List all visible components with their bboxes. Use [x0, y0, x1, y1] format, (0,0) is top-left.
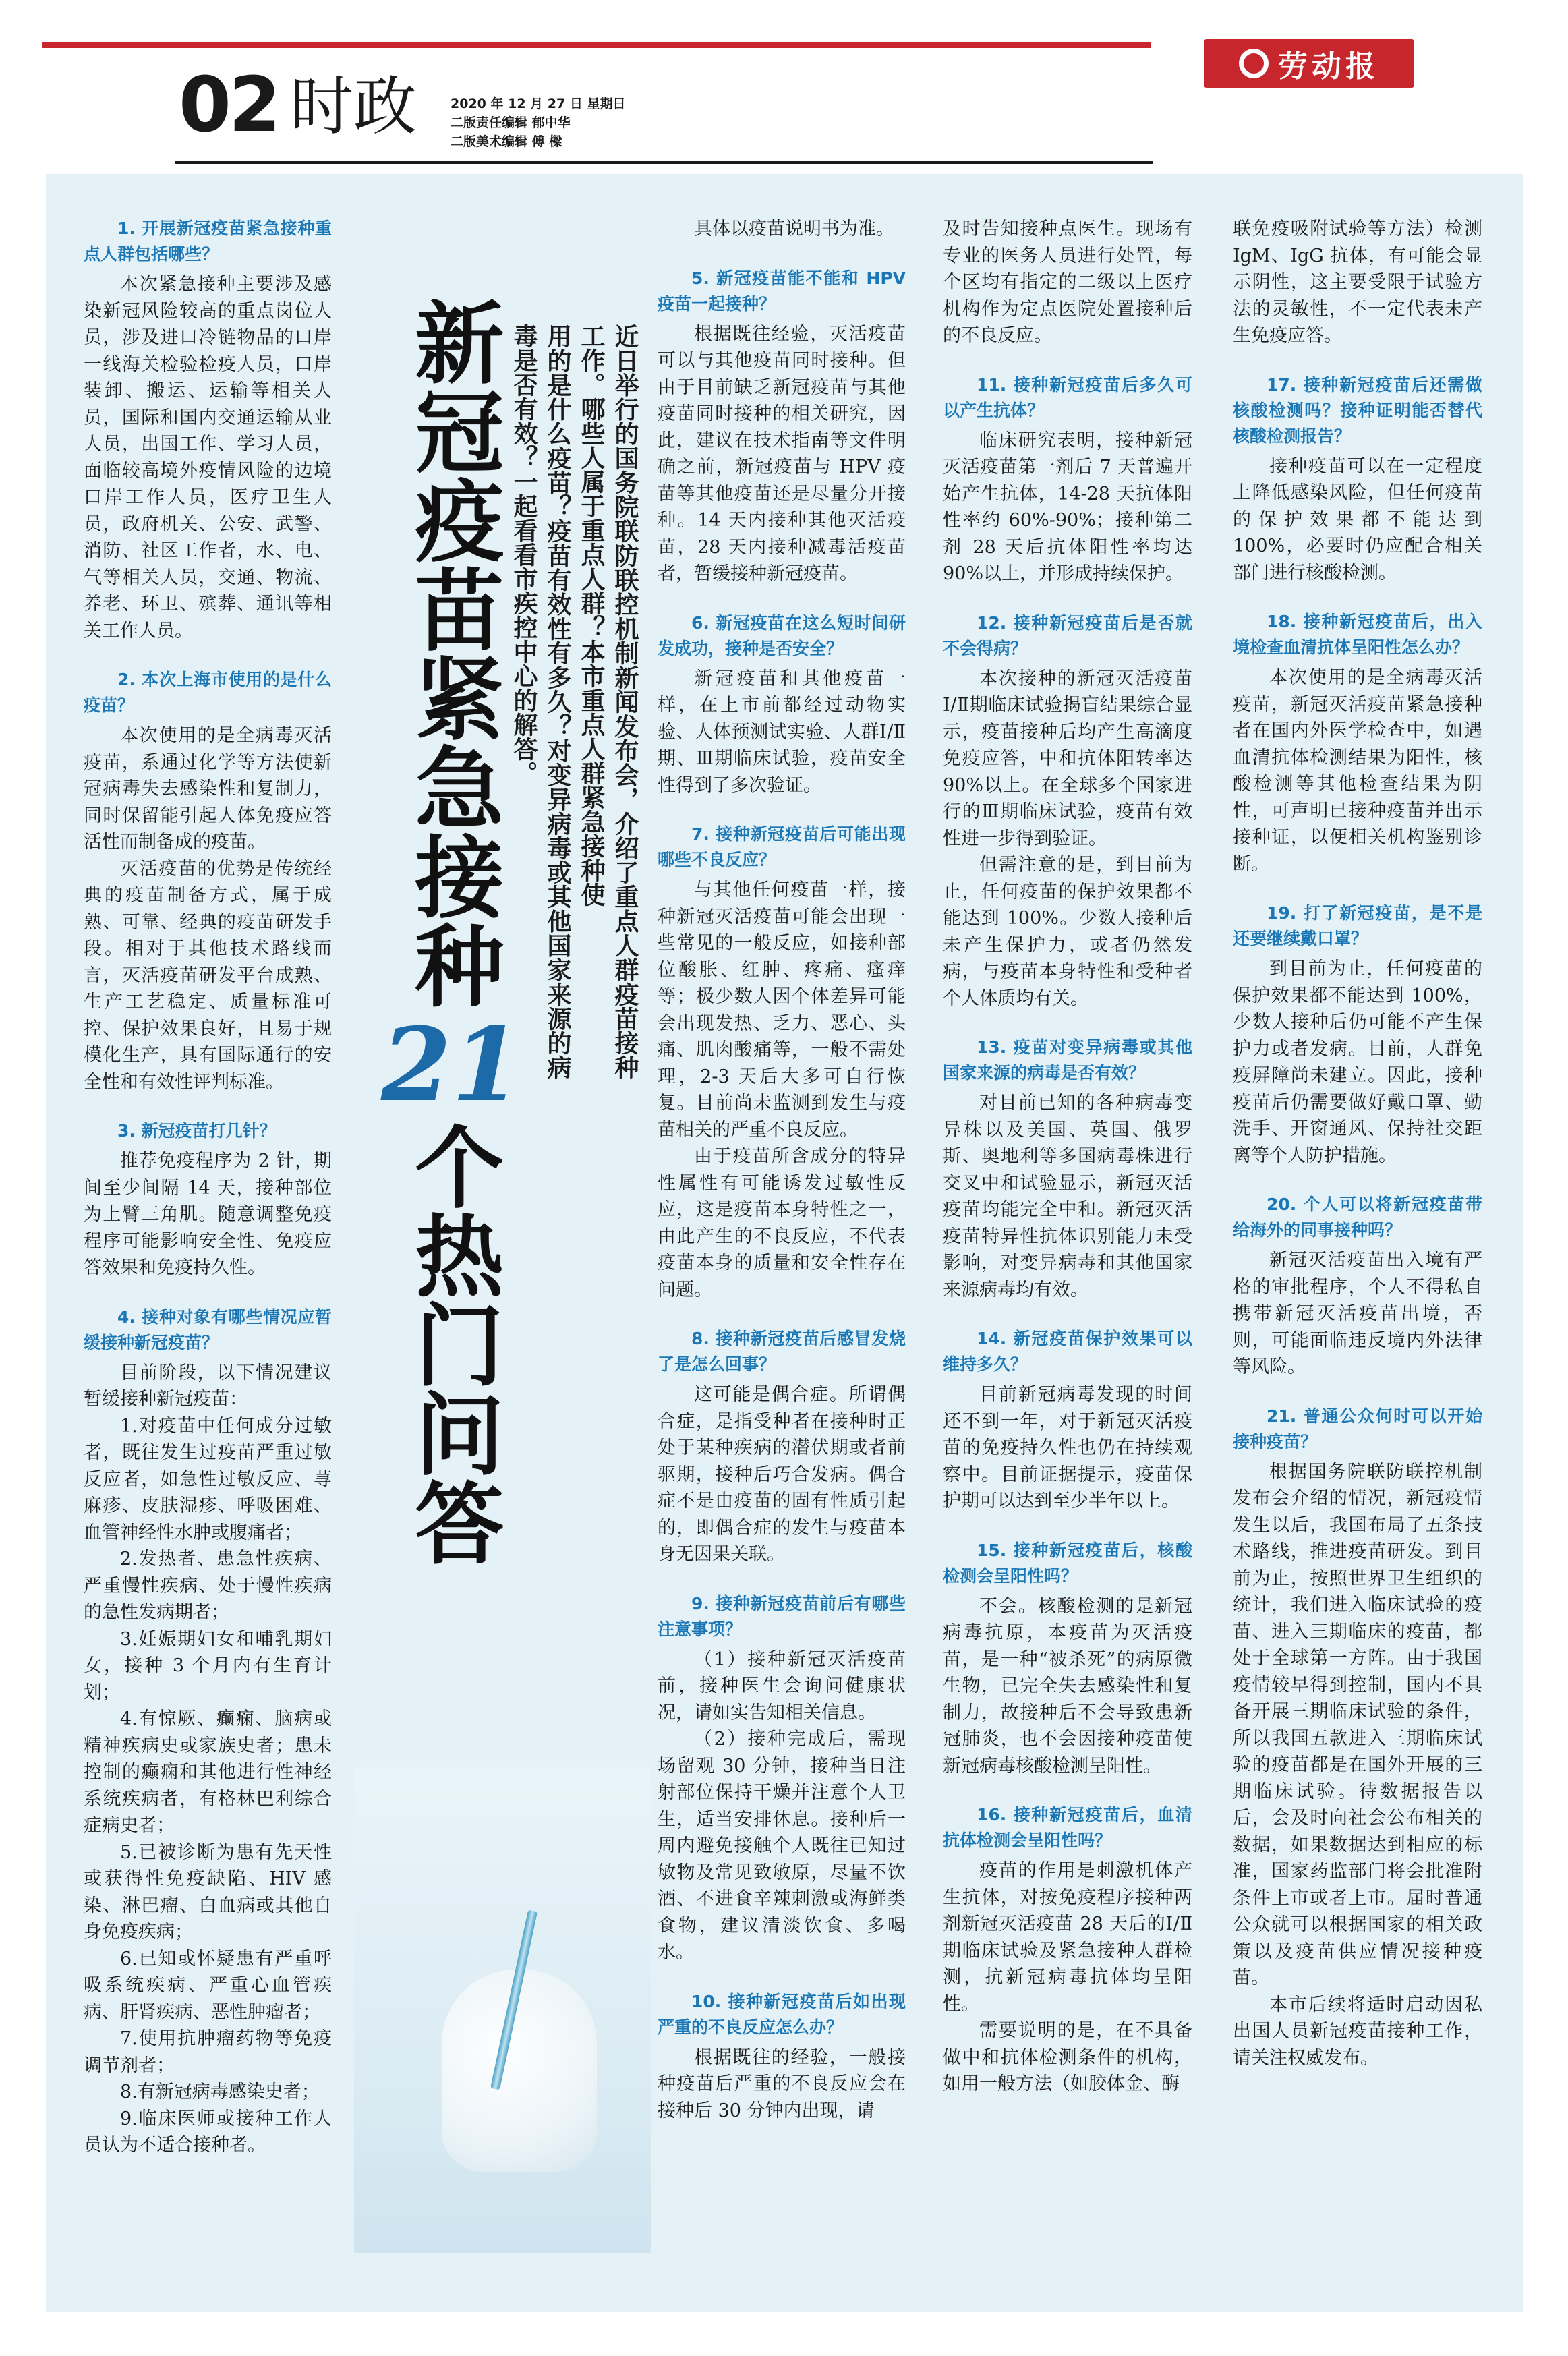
answer-paragraph: 但需注意的是，到目前为止，任何疫苗的保护效果都不能达到 100%。少数人接种后未产生保护力，或者仍然发病，与疫苗本身特性和受种者个人体质均有关。 — [943, 855, 1192, 1009]
question-heading: 16. 接种新冠疫苗后，血清抗体检测会呈阳性吗？ — [943, 1805, 1192, 1850]
answer-paragraph: 推荐免疫程序为 2 针，期间至少间隔 14 天，接种部位为上臂三角肌。随意调整免疫程序可能影响安全性、免疫应答效果和免疫持久性。 — [84, 1151, 332, 1278]
responsible-editor: 二版责任编辑 郁中华 — [451, 115, 571, 130]
answer-paragraph: 疫苗的作用是刺激机体产生抗体，对按免疫程序接种两剂新冠灭活疫苗 28 天后的Ⅰ/Ⅱ期临床试验及紧急接种人群检测，抗新冠病毒抗体均呈阳性。 — [943, 1860, 1192, 2015]
question-heading: 2. 本次上海市使用的是什么疫苗？ — [84, 670, 332, 715]
answer-paragraph: 及时告知接种点医生。现场有专业的医务人员进行处置，每个区均有指定的二级以上医疗机构作为定点医院处置接种后的不良反应。 — [943, 219, 1192, 346]
answer-paragraph: 本市后续将适时启动因私出国人员新冠疫苗接种工作，请关注权威发布。 — [1233, 1994, 1482, 2069]
answer-paragraph: （2）接种完成后，需现场留观 30 分钟，接种当日注射部位保持干燥并注意个人卫生，适当安排休息。接种后一周内避免接触个人既往已知过敏物及常见致敏原，尽量不饮酒、不进食辛辣刺激或海鲜类食物，建议清淡饮食、多喝水。 — [658, 1729, 906, 1963]
column-4 — [1233, 216, 1482, 2071]
question-heading: 10. 接种新冠疫苗后如出现严重的不良反应怎么办？ — [658, 1991, 906, 2037]
page-number: 02 — [179, 61, 279, 149]
vaccine-photo — [354, 1767, 651, 2253]
list-item: 4.有惊厥、癫痫、脑病或精神疾病史或家族史者；患未控制的癫痫和其他进行性神经系统疾病者，有格林巴利综合症病史者； — [84, 1708, 332, 1836]
question-heading: 13. 疫苗对变异病毒或其他国家来源的病毒是否有效？ — [943, 1037, 1192, 1083]
newspaper-logo — [1204, 39, 1414, 88]
answer-paragraph: 需要说明的是，在不具备做中和抗体检测条件的机构，如用一般方法（如胶体金、酶 — [943, 2020, 1192, 2094]
question-heading: 4. 接种对象有哪些情况应暂缓接种新冠疫苗？ — [84, 1306, 332, 1352]
question-heading: 17. 接种新冠疫苗后还需做核酸检测吗？接种证明能否替代核酸检测报告？ — [1233, 374, 1482, 446]
answer-paragraph: 目前阶段，以下情况建议暂缓接种新冠疫苗： — [84, 1362, 332, 1410]
top-rule — [42, 42, 1151, 48]
question-heading: 18. 接种新冠疫苗后，出入境检查血清抗体呈阳性怎么办？ — [1233, 612, 1482, 657]
list-item: 2.发热者、患急性疾病、严重慢性疾病、处于慢性疾病的急性发病期者； — [84, 1549, 332, 1623]
answer-paragraph: 根据既往的经验，一般接种疫苗后严重的不良反应会在接种后 30 分钟内出现，请 — [658, 2046, 906, 2121]
question-heading: 11. 接种新冠疫苗后多久可以产生抗体？ — [943, 374, 1192, 420]
edition-meta — [451, 94, 625, 151]
answer-paragraph: （1）接种新冠灭活疫苗前，接种医生会询问健康状况，请如实告知相关信息。 — [658, 1648, 906, 1723]
list-item: 3.妊娠期妇女和哺乳期妇女，接种 3 个月内有生育计划； — [84, 1628, 332, 1703]
deck-line: 近日举行的国务院联防联控机制新闻发布会，介绍了重点人群疫苗接种工作。哪些人属于重点人群？本市重点人群紧急接种使 — [577, 324, 639, 1079]
answer-paragraph: 联免疫吸附试验等方法）检测 IgM、IgG 抗体，有可能会显示阴性，这主要受限于试验方法的灵敏性，不一定代表未产生免疫应答。 — [1233, 219, 1482, 346]
answer-paragraph: 临床研究表明，接种新冠灭活疫苗第一剂后 7 天普遍开始产生抗体，14-28 天抗体阳性率约 60%-90%；接种第二剂 28 天后抗体阳性率均达 90%以上，并形成持续保护。 — [943, 430, 1192, 584]
answer-paragraph: 到目前为止，任何疫苗的保护效果都不能达到 100%，少数人接种后仍可能不产生保护力或者发病。目前，人群免疫屏障尚未建立。因此，接种疫苗后仍需要做好戴口罩、勤洗手、开窗通风、保持社交距离等个人防护措施。 — [1233, 958, 1482, 1166]
answer-paragraph: 不会。核酸检测的是新冠病毒抗原，本疫苗为灭活疫苗，是一种“被杀死”的病原微生物，已完全失去感染性和复制力，故接种后不会导致患新冠肺炎，也不会因接种疫苗使新冠病毒核酸检测呈阳性。 — [943, 1595, 1192, 1777]
column-1 — [84, 216, 332, 2159]
question-heading: 5. 新冠疫苗能不能和 HPV 疫苗一起接种？ — [658, 268, 906, 314]
question-heading: 7. 接种新冠疫苗后可能出现哪些不良反应？ — [658, 824, 906, 869]
header-rule — [175, 161, 1153, 164]
deck-line: 用的是什么疫苗？疫苗有效性有多久？对变异病毒或其他国家来源的病毒是否有效？一起看看市疾控中心的解答。 — [510, 324, 572, 1079]
headline-number: 21 — [381, 1006, 522, 1124]
answer-paragraph: 与其他任何疫苗一样，接种新冠灭活疫苗可能会出现一些常见的一般反应，如接种部位酸胀、红肿、疼痛、瘙痒等；极少数人因个体差异可能会出现发热、乏力、恶心、头痛、肌肉酸痛等，一般不需处理，2-3 天后大多可自行恢复。目前尚未监测到发生与疫苗相关的严重不良反应。 — [658, 880, 906, 1141]
art-editor: 二版美术编辑 傅 樑 — [451, 134, 562, 149]
answer-paragraph: 接种疫苗可以在一定程度上降低感染风险，但任何疫苗的保护效果都不能达到 100%，必要时仍应配合相关部门进行核酸检测。 — [1233, 455, 1482, 583]
question-heading: 1. 开展新冠疫苗紧急接种重点人群包括哪些？ — [84, 219, 332, 264]
question-heading: 21. 普通公众何时可以开始接种疫苗？ — [1233, 1406, 1482, 1452]
deck — [507, 324, 642, 1079]
answer-paragraph: 具体以疫苗说明书为准。 — [694, 219, 894, 239]
answer-paragraph: 本次紧急接种主要涉及感染新冠风险较高的重点岗位人员，涉及进口冷链物品的口岸一线海关检验检疫人员，口岸装卸、搬运、运输等相关人员，国际和国内交通运输从业人员，出国工作、学习人员，面临较高境外疫情风险的边境口岸工作人员，医疗卫生人员，政府机关、公安、武警、消防、社区工作者，水、电、气等相关人员，交通、物流、养老、环卫、殡葬、通讯等相关工作人员。 — [84, 274, 332, 641]
answer-paragraph: 目前新冠病毒发现的时间还不到一年，对于新冠灭活疫苗的免疫持久性也仍在持续观察中。目前证据提示，疫苗保护期可以达到至少半年以上。 — [943, 1384, 1192, 1512]
headline — [381, 297, 522, 1566]
question-heading: 6. 新冠疫苗在这么短时间研发成功，接种是否安全？ — [658, 612, 906, 658]
question-heading: 14. 新冠疫苗保护效果可以维持多久？ — [943, 1329, 1192, 1374]
question-heading: 9. 接种新冠疫苗前后有哪些注意事项？ — [658, 1593, 906, 1639]
answer-paragraph: 新冠疫苗和其他疫苗一样，在上市前都经过动物实验、人体预测试实验、人群Ⅰ/Ⅱ期、Ⅲ期临床试验，疫苗安全性得到了多次验证。 — [658, 668, 906, 796]
answer-paragraph: 对目前已知的各种病毒变异株以及美国、英国、俄罗斯、奥地利等多国病毒株进行交叉中和试验显示，新冠灭活疫苗均能完全中和。新冠灭活疫苗特异性抗体识别能力未受影响，对变异病毒和其他国家来源病毒均有效。 — [943, 1093, 1192, 1300]
question-heading: 12. 接种新冠疫苗后是否就不会得病？ — [943, 612, 1192, 658]
section-name: 时政 — [290, 70, 417, 144]
list-item: 9.临床医师或接种工作人员认为不适合接种者。 — [84, 2108, 332, 2156]
headline-part1: 新冠疫苗紧急接种 — [399, 297, 504, 1009]
logo-text: 劳动报 — [1278, 49, 1379, 84]
answer-paragraph: 本次接种的新冠灭活疫苗Ⅰ/Ⅱ期临床试验揭盲结果综合显示，疫苗接种后均产生高滴度免疫应答，中和抗体阳转率达 90%以上。在全球多个国家进行的Ⅲ期临床试验，疫苗有效性进一步得到验证。 — [943, 668, 1192, 849]
headline-part2: 个热门问答 — [399, 1121, 504, 1566]
question-heading: 20. 个人可以将新冠疫苗带给海外的同事接种吗？ — [1233, 1195, 1482, 1240]
answer-paragraph: 灭活疫苗的优势是传统经典的疫苗制备方式，属于成熟、可靠、经典的疫苗研发手段。相对于其他技术路线而言，灭活疫苗研发平台成熟、生产工艺稳定、质量标准可控、保护效果良好，且易于规模化生产，具有国际通行的安全性和有效性评判标准。 — [84, 858, 332, 1093]
logo-icon — [1239, 49, 1269, 78]
list-item: 8.有新冠病毒感染史者； — [120, 2081, 320, 2102]
question-heading: 19. 打了新冠疫苗，是不是还要继续戴口罩？ — [1233, 903, 1482, 948]
list-item: 1.对疫苗中任何成分过敏者，既往发生过疫苗严重过敏反应者，如急性过敏反应、荨麻疹、皮肤湿疹、呼吸困难、血管神经性水肿或腹痛者； — [84, 1415, 332, 1543]
list-item: 5.已被诊断为患有先天性或获得性免疫缺陷、HIV 感染、淋巴瘤、白血病或其他自身免疫疾病； — [84, 1841, 332, 1943]
answer-paragraph: 根据国务院联防联控机制发布会介绍的情况，新冠疫情发生以后，我国布局了五条技术路线，推进疫苗研发。到目前为止，按照世界卫生组织的统计，我们进入临床试验的疫苗、进入三期临床的疫苗，都处于全球第一方阵。由于我国疫情较早得到控制，国内不具备开展三期临床试验的条件，所以我国五款进入三期临床试验的疫苗都是在国外开展的三期临床试验。待数据报告以后，会及时向社会公布相关的数据，如果数据达到相应的标准，国家药监部门将会批准附条件上市或者上市。届时普通公众就可以根据国家的相关政策以及疫苗供应情况接种疫苗。 — [1233, 1461, 1482, 1988]
answer-paragraph: 这可能是偶合症。所谓偶合症，是指受种者在接种时正处于某种疾病的潜伏期或者前驱期，接种后巧合发病。偶合症不是由疫苗的固有性质引起的，即偶合症的发生与疫苗本身无因果关联。 — [658, 1384, 906, 1565]
list-item: 6.已知或怀疑患有严重呼吸系统疾病、严重心血管疾病、肝肾疾病、恶性肿瘤者； — [84, 1948, 332, 2023]
answer-paragraph: 根据既往经验，灭活疫苗可以与其他疫苗同时接种。但由于目前缺乏新冠疫苗与其他疫苗同时接种的相关研究，因此，建议在技术指南等文件明确之前，新冠疫苗与 HPV 疫苗等其他疫苗还是尽量分开接种。14 天内接种其他灭活疫苗，28 天内接种减毒活疫苗者，暂缓接种新冠疫苗。 — [658, 323, 906, 584]
answer-paragraph: 本次使用的是全病毒灭活疫苗，系通过化学等方法使新冠病毒失去感染性和复制力，同时保留能引起人体免疫应答活性而制备成的疫苗。 — [84, 725, 332, 853]
question-heading: 15. 接种新冠疫苗后，核酸检测会呈阳性吗？ — [943, 1540, 1192, 1586]
answer-paragraph: 由于疫苗所含成分的特异性属性有可能诱发过敏性反应，这是疫苗本身特性之一，由此产生的不良反应，不代表疫苗本身的质量和安全性存在问题。 — [658, 1146, 906, 1300]
column-2 — [658, 216, 906, 2124]
column-3 — [943, 216, 1192, 2098]
answer-paragraph: 新冠灭活疫苗出入境有严格的审批程序，个人不得私自携带新冠灭活疫苗出境，否则，可能面临违反境内外法律等风险。 — [1233, 1250, 1482, 1377]
answer-paragraph: 本次使用的是全病毒灭活疫苗，新冠灭活疫苗紧急接种者在国内外医学检查中，如遇血清抗体检测结果为阳性，核酸检测等其他检查结果为阴性，可声明已接种疫苗并出示接种证，以便相关机构鉴别诊断。 — [1233, 667, 1482, 875]
question-heading: 8. 接种新冠疫苗后感冒发烧了是怎么回事？ — [658, 1329, 906, 1374]
question-heading: 3. 新冠疫苗打几针？ — [117, 1121, 277, 1141]
list-item: 7.使用抗肿瘤药物等免疫调节剂者； — [84, 2028, 332, 2076]
gloved-hand-image — [442, 1970, 597, 2172]
issue-date: 2020 年 12 月 27 日 星期日 — [451, 96, 626, 111]
